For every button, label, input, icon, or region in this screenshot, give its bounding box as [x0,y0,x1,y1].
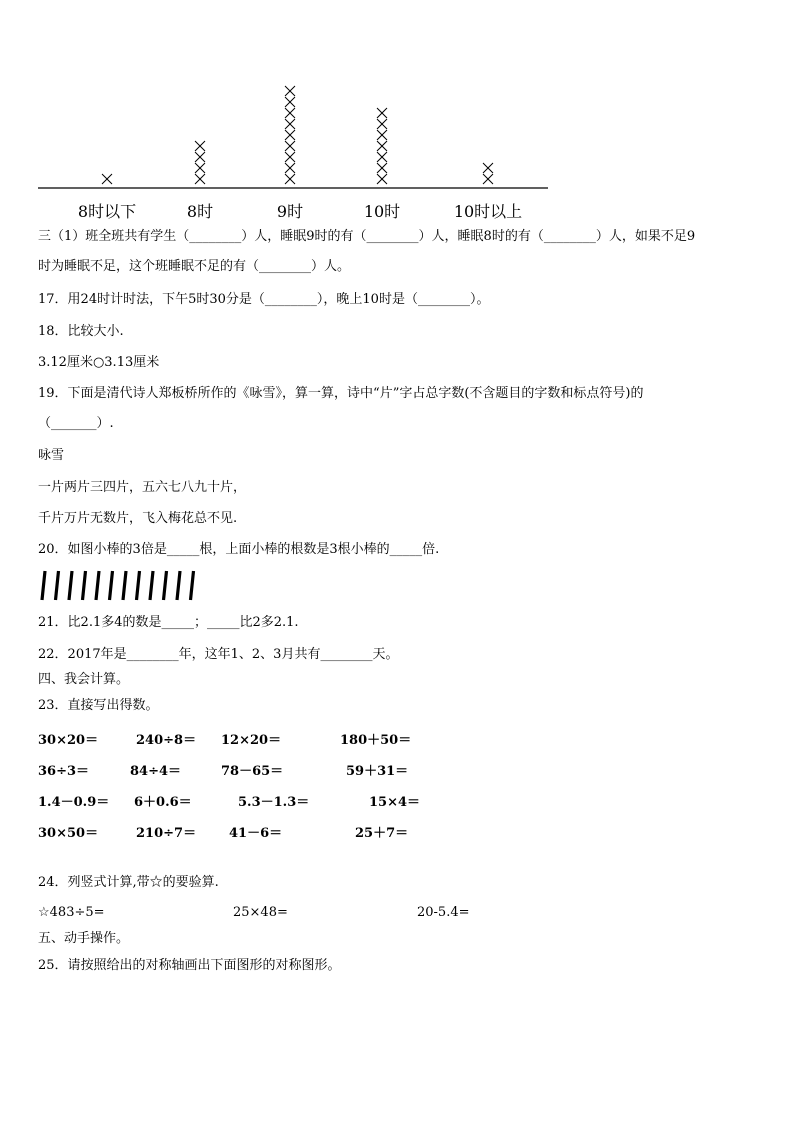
plot-mark-3-4 [285,141,295,151]
plot-mark-2-4 [195,141,205,151]
q20-text: 20．如图小棒的3倍是_____根，上面小棒的根数是3根小棒的_____倍. [38,542,440,557]
q16-text-line1: 三（1）班全班共有学生（________）人，睡眠9时的有（________）人，睡眠8时的有（________）人，如果不足9 [38,229,696,244]
plot-mark-4-6 [377,119,387,129]
calc-r3-c1: 1.4－0.9＝ [38,795,110,810]
q21-text: 21．比2.1多4的数是_____；_____比2多2.1. [38,615,299,630]
calc-r3-c2: 6＋0.6＝ [134,795,192,810]
stick-5 [96,571,99,600]
calc-r4-c3: 41－6＝ [229,826,283,841]
plot-mark-3-1 [285,174,295,184]
axis-label-8: 8时 [186,202,214,221]
line-plot [0,0,794,230]
stick-4 [83,571,86,600]
plot-mark-5-2 [483,163,493,173]
calc-r2-c2: 84÷4＝ [130,764,182,779]
calc-r1-c4: 180＋50＝ [340,733,412,748]
plot-mark-1-1 [102,174,112,184]
sticks-figure [36,568,206,604]
q16-text-line2: 时为睡眠不足，这个班睡眠不足的有（________）人。 [38,259,351,274]
poem-line2: 千片万片无数片，飞入梅花总不见. [38,511,238,526]
q25-text: 25．请按照给出的对称轴画出下面图形的对称图形。 [38,958,341,973]
plot-mark-3-5 [285,130,295,140]
section-four-heading: 四、我会计算。 [38,672,130,687]
stick-12 [191,571,194,600]
plot-mark-4-1 [377,174,387,184]
calc-r1-c1: 30×20＝ [38,733,99,748]
vertical-calc-2: 25×48= [233,905,288,920]
stick-1 [42,571,45,600]
calc-r4-c1: 30×50＝ [38,826,99,841]
axis-label-9: 9时 [276,202,304,221]
calc-r1-c3: 12×20＝ [221,733,282,748]
q18-compare: 3.12厘米○3.13厘米 [38,355,160,370]
q19-text-line2: （_______）. [38,416,114,431]
plot-mark-3-2 [285,163,295,173]
vertical-calc-1: ☆483÷5= [38,905,105,920]
stick-7 [123,571,126,600]
poem-title: 咏雪 [38,448,65,463]
plot-mark-4-3 [377,152,387,162]
axis-label-above-10: 10时以上 [453,202,523,221]
plot-mark-2-1 [195,174,205,184]
plot-mark-2-3 [195,152,205,162]
plot-mark-2-2 [195,163,205,173]
plot-mark-4-2 [377,163,387,173]
plot-mark-4-4 [377,141,387,151]
calc-r3-c3: 5.3－1.3＝ [238,795,310,810]
q24-text: 24．列竖式计算,带☆的要验算. [38,875,219,890]
stick-3 [69,571,72,600]
section-five-heading: 五、动手操作。 [38,931,130,946]
plot-mark-3-7 [285,108,295,118]
stick-9 [150,571,153,600]
axis-label-10: 10时 [363,202,401,221]
stick-11 [177,571,180,600]
plot-mark-5-1 [483,174,493,184]
stick-2 [56,571,59,600]
calc-r4-c4: 25＋7＝ [355,826,409,841]
stick-10 [164,571,167,600]
plot-mark-4-5 [377,130,387,140]
q22-text: 22．2017年是________年，这年1、2、3月共有________天。 [38,647,399,662]
plot-mark-3-6 [285,119,295,129]
plot-mark-3-3 [285,152,295,162]
axis-label-below-8: 8时以下 [77,202,137,221]
plot-mark-3-9 [285,86,295,96]
vertical-calc-3: 20-5.4= [417,905,470,920]
calc-r2-c1: 36÷3＝ [38,764,90,779]
calc-r4-c2: 210÷7＝ [136,826,197,841]
plot-mark-3-8 [285,97,295,107]
stick-6 [110,571,113,600]
q18-text: 18．比较大小. [38,324,124,339]
calc-r2-c4: 59＋31＝ [346,764,409,779]
poem-line1: 一片两片三四片，五六七八九十片， [38,480,247,495]
calc-r1-c2: 240÷8＝ [136,733,197,748]
q19-text-line1: 19．下面是清代诗人郑板桥所作的《咏雪》，算一算，诗中“片”字占总字数(不含题目的字数和标点符号)的 [38,386,644,401]
stick-8 [137,571,140,600]
calc-r3-c4: 15×4＝ [369,795,421,810]
plot-mark-4-7 [377,108,387,118]
calc-r2-c3: 78－65＝ [221,764,284,779]
q23-text: 23．直接写出得数。 [38,698,159,713]
q17-text: 17．用24时计时法，下午5时30分是（________），晚上10时是（________）。 [38,292,490,307]
